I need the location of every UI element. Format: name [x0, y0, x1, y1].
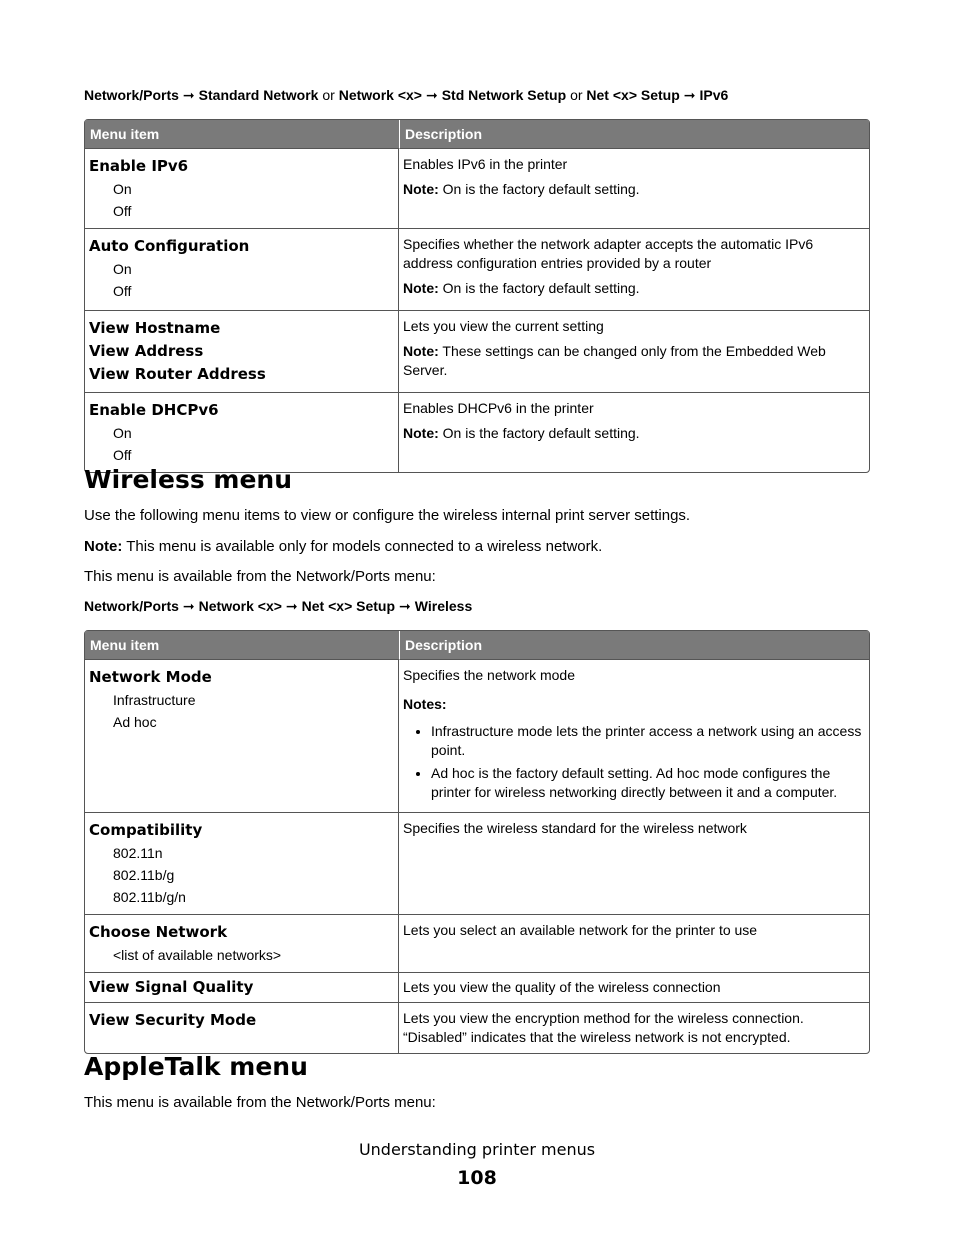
column-header-description: Description: [399, 120, 869, 149]
table-row: [85, 149, 869, 228]
path-or: or: [322, 87, 335, 103]
note: [403, 342, 865, 380]
column-header-description: Description: [399, 631, 869, 660]
arrow-icon: ➞: [683, 87, 696, 103]
menu-option: Off: [113, 447, 132, 463]
description-cell: [399, 972, 869, 1002]
menu-item-cell: [85, 914, 399, 972]
path-segment: Net <x> Setup: [301, 598, 396, 614]
list-item: • Infrastructure mode lets the printer access a network using an access point.: [431, 722, 865, 760]
note-label: Note:: [403, 280, 439, 296]
menu-option: 802.11n: [113, 845, 163, 861]
ipv6-menu-table: [84, 119, 870, 473]
table-row: [85, 914, 869, 972]
description-cell: [399, 1002, 869, 1053]
column-header-menu-item: Menu item: [85, 120, 399, 149]
path-or: or: [570, 87, 583, 103]
menu-item-name: Auto Configuration: [89, 237, 250, 255]
table-row: [85, 310, 869, 392]
path-segment: Wireless: [414, 598, 473, 614]
notes-heading: Notes:: [403, 696, 447, 712]
menu-item-name: Network Mode: [89, 668, 212, 686]
notes-list: [403, 722, 865, 802]
menu-item-cell: [85, 972, 399, 1002]
column-header-menu-item: Menu item: [85, 631, 399, 660]
description-text: Enables IPv6 in the printer: [403, 156, 568, 172]
description-cell: [399, 914, 869, 972]
table-row: [85, 660, 869, 812]
menu-item-name: Enable IPv6: [89, 157, 189, 175]
menu-item-name: View Signal Quality: [89, 978, 254, 996]
page-number: 108: [457, 1167, 497, 1189]
description-cell: [399, 812, 869, 914]
note-label: Note:: [84, 538, 123, 555]
menu-item-name: View Hostname: [89, 319, 221, 337]
arrow-icon: ➞: [285, 598, 298, 614]
note-text: On is the factory default setting.: [442, 280, 640, 296]
menu-item-cell: [85, 392, 399, 472]
note: [403, 180, 865, 199]
description-cell: [399, 310, 869, 392]
path-segment: Network/Ports: [84, 598, 179, 614]
menu-item-name: Choose Network: [89, 923, 228, 941]
table-header-row: [85, 631, 869, 660]
wireless-menu-path: [84, 597, 472, 615]
wireless-available: This menu is available from the Network/Ports menu:: [84, 568, 436, 585]
menu-option: 802.11b/g/n: [113, 889, 186, 905]
path-segment: Network <x>: [198, 598, 282, 614]
path-segment: IPv6: [699, 87, 729, 103]
arrow-icon: ➞: [182, 598, 195, 614]
note-text: This menu is available only for models connected to a wireless network.: [126, 538, 603, 555]
notes-label: [403, 695, 865, 714]
note-label: Note:: [403, 425, 439, 441]
description-cell: [399, 228, 869, 310]
description-text: Specifies the network mode: [403, 667, 575, 683]
menu-option: On: [113, 181, 132, 197]
menu-option: On: [113, 261, 132, 277]
wireless-heading: Wireless menu: [84, 465, 293, 494]
note: [403, 424, 865, 443]
note-text: These settings can be changed only from the Embedded Web Server.: [403, 343, 826, 378]
description-text: Lets you view the quality of the wireless connection: [403, 979, 721, 995]
menu-item-cell: [85, 310, 399, 392]
appletalk-available: This menu is available from the Network/Ports menu:: [84, 1094, 436, 1111]
menu-item-cell: [85, 228, 399, 310]
menu-option: Off: [113, 283, 132, 299]
description-text: Enables DHCPv6 in the printer: [403, 400, 594, 416]
note: [403, 279, 865, 298]
menu-item-name: View Router Address: [89, 365, 266, 383]
table-row: [85, 392, 869, 472]
menu-option: 802.11b/g: [113, 867, 175, 883]
menu-option: On: [113, 425, 132, 441]
menu-item-cell: [85, 812, 399, 914]
description-text: Specifies whether the network adapter accepts the automatic IPv6 address configuration entries provided by a router: [403, 236, 814, 271]
menu-option: Infrastructure: [113, 692, 196, 708]
path-segment: Standard Network: [198, 87, 319, 103]
list-item: • Ad hoc is the factory default setting. Ad hoc mode configures the printer for wireless networking directly between it and a computer.: [431, 764, 865, 802]
menu-item-name: Enable DHCPv6: [89, 401, 219, 419]
menu-item-name: View Security Mode: [89, 1011, 257, 1029]
arrow-icon: ➞: [399, 598, 411, 614]
description-text: Lets you view the encryption method for the wireless connection. “Disabled” indicates that the wireless network is not encrypted.: [403, 1010, 804, 1045]
description-cell: [399, 660, 869, 812]
table-header-row: [85, 120, 869, 149]
note-label: Note:: [403, 343, 439, 359]
description-text: Lets you view the current setting: [403, 318, 604, 334]
menu-item-name: Compatibility: [89, 821, 203, 839]
menu-option: Off: [113, 203, 132, 219]
path-segment: Network <x>: [338, 87, 422, 103]
wireless-menu-table: [84, 630, 870, 1054]
description-text: Lets you select an available network for the printer to use: [403, 922, 758, 938]
path-segment: Network/Ports: [84, 87, 179, 103]
note-text: On is the factory default setting.: [442, 181, 640, 197]
menu-option: Ad hoc: [113, 714, 157, 730]
note-text: On is the factory default setting.: [442, 425, 640, 441]
arrow-icon: ➞: [182, 87, 195, 103]
description-cell: [399, 149, 869, 228]
menu-item-cell: [85, 660, 399, 812]
ipv6-menu-path: [84, 86, 728, 104]
description-cell: [399, 392, 869, 472]
path-segment: Net <x> Setup: [586, 87, 680, 103]
table-row: [85, 228, 869, 310]
note-label: Note:: [403, 181, 439, 197]
path-segment: Std Network Setup: [441, 87, 567, 103]
footer-title: Understanding printer menus: [358, 1140, 596, 1159]
arrow-icon: ➞: [425, 87, 438, 103]
description-text: Specifies the wireless standard for the wireless network: [403, 820, 747, 836]
menu-item-cell: [85, 149, 399, 228]
table-row: [85, 812, 869, 914]
menu-option: <list of available networks>: [113, 947, 282, 963]
menu-item-name: View Address: [89, 342, 204, 360]
menu-item-cell: [85, 1002, 399, 1053]
appletalk-heading: AppleTalk menu: [84, 1052, 308, 1081]
wireless-note: [84, 537, 602, 556]
table-row: [85, 1002, 869, 1053]
wireless-intro: Use the following menu items to view or configure the wireless internal print server settings.: [84, 507, 691, 524]
table-row: [85, 972, 869, 1002]
